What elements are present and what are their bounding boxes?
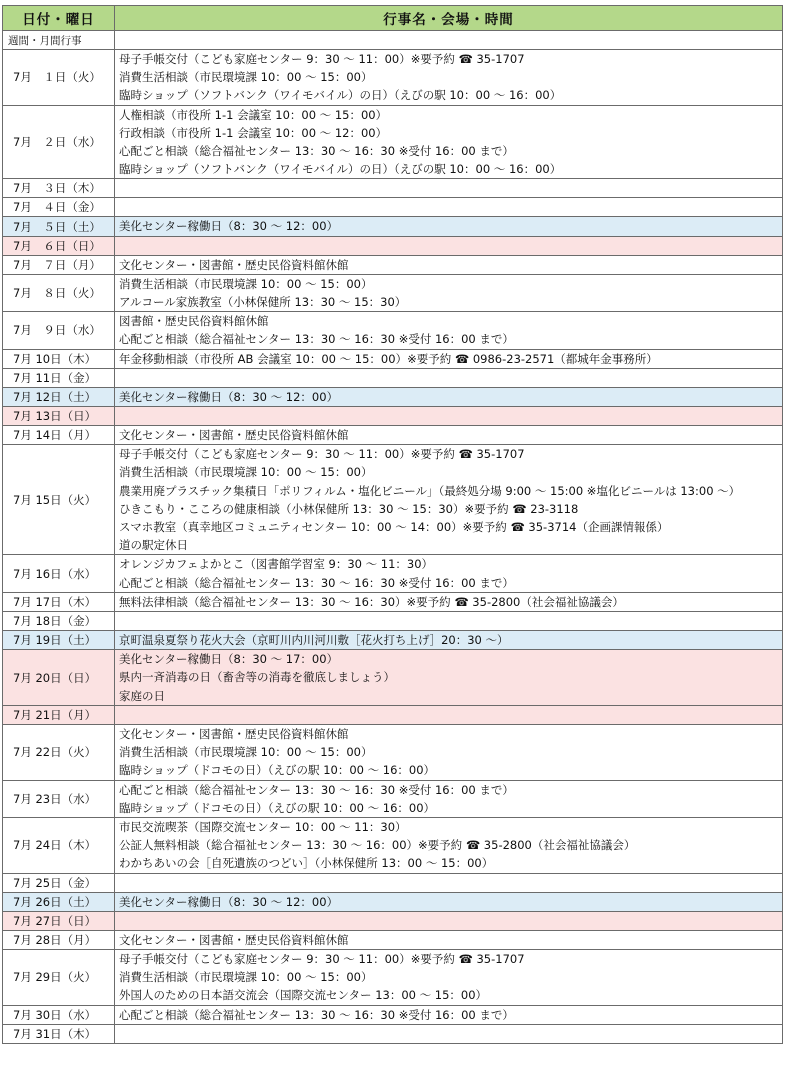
date-cell: 7月 12日（土） — [3, 387, 115, 406]
date-cell: 7月 22日（火） — [3, 724, 115, 780]
date-cell: 7月 １日（火） — [3, 50, 115, 106]
event-item: 臨時ショップ（ソフトバンク（ワイモバイル）の日）（えびの駅 10：00 ～ 16：00） — [119, 88, 562, 103]
date-cell: 7月 18日（金） — [3, 612, 115, 631]
event-item: 消費生活相談（市民環境課 10：00 ～ 15：00） — [119, 745, 373, 760]
table-row — [3, 892, 783, 911]
events-cell — [115, 426, 783, 445]
table-row — [3, 255, 783, 274]
table-row — [3, 312, 783, 349]
table-row — [3, 426, 783, 445]
event-item: 心配ごと相談（総合福祉センター 13：30 ～ 16：30 ※受付 16：00 まで） — [119, 782, 514, 797]
event-item: アルコール家族教室（小林保健所 13：30 ～ 15：30） — [119, 295, 407, 310]
event-item: 文化センター・図書館・歴史民俗資料館休館 — [119, 428, 349, 443]
date-cell: 7月 24日（木） — [3, 817, 115, 873]
table-row — [3, 780, 783, 817]
table-row — [3, 873, 783, 892]
table-row — [3, 236, 783, 255]
date-cell: 7月 21日（月） — [3, 705, 115, 724]
events-cell — [115, 612, 783, 631]
event-item: 文化センター・図書館・歴史民俗資料館休館 — [119, 726, 349, 741]
events-cell — [115, 817, 783, 873]
event-item: 心配ごと相談（総合福祉センター 13：30 ～ 16：30 ※受付 16：00 まで） — [119, 1007, 514, 1022]
event-item: 心配ごと相談（総合福祉センター 13：30 ～ 16：30 ※受付 16：00 まで） — [119, 332, 514, 347]
event-item: 公証人無料相談（総合福祉センター 13：30 ～ 16：00）※要予約 ☎ 35-2800（社会福祉協議会） — [119, 838, 636, 853]
date-cell: 7月 20日（日） — [3, 650, 115, 706]
event-item: 心配ごと相談（総合福祉センター 13：30 ～ 16：30 ※受付 16：00 まで） — [119, 575, 514, 590]
event-item: ひきこもり・こころの健康相談（小林保健所 13：30 ～ 15：30）※要予約 ☎ 23-3118 — [119, 501, 579, 516]
date-cell: 7月 ５日（土） — [3, 217, 115, 236]
event-item: 外国人のための日本語交流会（国際交流センター 13：00 ～ 15：00） — [119, 988, 488, 1003]
event-item: 臨時ショップ（ドコモの日）（えびの駅 10：00 ～ 16：00） — [119, 800, 436, 815]
date-column-header: 日付・曜日 — [3, 6, 115, 31]
events-cell — [115, 349, 783, 368]
date-cell: 7月 30日（水） — [3, 1005, 115, 1024]
table-row — [3, 631, 783, 650]
events-cell — [115, 105, 783, 179]
events-cell — [115, 179, 783, 198]
date-cell: 7月 29日（火） — [3, 949, 115, 1005]
event-item: オレンジカフェよかとこ（図書館学習室 9：30 ～ 11：30） — [119, 557, 434, 572]
date-cell: 7月 ３日（木） — [3, 179, 115, 198]
event-item: 美化センター稼働日（8：30 ～ 12：00） — [119, 389, 339, 404]
table-row — [3, 612, 783, 631]
events-column-header: 行事名・会場・時間 — [115, 6, 783, 31]
events-cell — [115, 873, 783, 892]
weekly-events-row — [3, 31, 783, 50]
table-row — [3, 930, 783, 949]
event-item: 消費生活相談（市民環境課 10：00 ～ 15：00） — [119, 276, 373, 291]
event-item: 農業用廃プラスチック集積日「ポリフィルム・塩化ビニール」（最終処分場 9:00 ～ 15:00 ※塩化ビニールは 13:00 ～） — [119, 483, 741, 498]
date-cell: 7月 17日（木） — [3, 592, 115, 611]
event-item: 京町温泉夏祭り花火大会（京町川内川河川敷［花火打ち上げ］20：30 ～） — [119, 633, 509, 648]
event-item: 美化センター稼働日（8：30 ～ 17：00） — [119, 652, 339, 667]
event-item: 年金移動相談（市役所 AB 会議室 10：00 ～ 15：00）※要予約 ☎ 0986-23-2571（都城年金事務所） — [119, 351, 658, 366]
date-cell: 7月 ７日（月） — [3, 255, 115, 274]
events-cell — [115, 930, 783, 949]
events-cell — [115, 198, 783, 217]
weekly-events-cell — [115, 31, 783, 50]
event-item: わかちあいの会［自死遺族のつどい］（小林保健所 13：00 ～ 15：00） — [119, 856, 494, 871]
events-cell — [115, 50, 783, 106]
table-row — [3, 555, 783, 592]
event-item: 母子手帳交付（こども家庭センター 9：30 ～ 11：00）※要予約 ☎ 35-1707 — [119, 447, 525, 462]
date-cell: 7月 15日（火） — [3, 445, 115, 555]
events-cell — [115, 705, 783, 724]
date-cell: 7月 19日（土） — [3, 631, 115, 650]
date-cell: 7月 16日（水） — [3, 555, 115, 592]
table-row — [3, 50, 783, 106]
table-row — [3, 1005, 783, 1024]
events-cell — [115, 631, 783, 650]
events-cell — [115, 407, 783, 426]
events-cell — [115, 780, 783, 817]
event-item: 臨時ショップ（ソフトバンク（ワイモバイル）の日）（えびの駅 10：00 ～ 16：00） — [119, 162, 562, 177]
events-cell — [115, 911, 783, 930]
event-calendar-table — [2, 5, 783, 1044]
event-item: 文化センター・図書館・歴史民俗資料館休館 — [119, 932, 349, 947]
event-item: 心配ごと相談（総合福祉センター 13：30 ～ 16：30 ※受付 16：00 まで） — [119, 144, 514, 159]
table-row — [3, 817, 783, 873]
events-cell — [115, 274, 783, 311]
table-row — [3, 949, 783, 1005]
table-row — [3, 592, 783, 611]
date-cell: 7月 23日（水） — [3, 780, 115, 817]
table-row — [3, 349, 783, 368]
table-row — [3, 445, 783, 555]
events-cell — [115, 255, 783, 274]
event-item: 図書館・歴史民俗資料館休館 — [119, 314, 269, 329]
table-row — [3, 368, 783, 387]
date-cell: 7月 27日（日） — [3, 911, 115, 930]
table-row — [3, 650, 783, 706]
table-row — [3, 105, 783, 179]
event-item: 臨時ショップ（ドコモの日）（えびの駅 10：00 ～ 16：00） — [119, 763, 436, 778]
date-cell: 7月 28日（月） — [3, 930, 115, 949]
date-cell: 7月 ６日（日） — [3, 236, 115, 255]
events-cell — [115, 217, 783, 236]
event-item: 家庭の日 — [119, 688, 165, 703]
event-item: 市民交流喫茶（国際交流センター 10：00 ～ 11：30） — [119, 819, 407, 834]
event-item: スマホ教室（真幸地区コミュニティセンター 10：00 ～ 14：00）※要予約 ☎ 35-3714（企画課情報係） — [119, 520, 669, 535]
date-cell: 7月 31日（木） — [3, 1024, 115, 1043]
date-cell: 7月 10日（木） — [3, 349, 115, 368]
events-cell — [115, 312, 783, 349]
events-cell — [115, 1024, 783, 1043]
events-cell — [115, 892, 783, 911]
event-item: 消費生活相談（市民環境課 10：00 ～ 15：00） — [119, 465, 373, 480]
event-item: 美化センター稼働日（8：30 ～ 12：00） — [119, 219, 339, 234]
table-header-row — [3, 6, 783, 31]
date-cell: 7月 26日（土） — [3, 892, 115, 911]
event-item: 消費生活相談（市民環境課 10：00 ～ 15：00） — [119, 970, 373, 985]
table-body — [3, 31, 783, 1044]
date-cell: 7月 ９日（水） — [3, 312, 115, 349]
event-item: 行政相談（市役所 1-1 会議室 10：00 ～ 12：00） — [119, 125, 388, 140]
table-row — [3, 217, 783, 236]
events-cell — [115, 445, 783, 555]
weekly-events-label: 週間・月間行事 — [3, 31, 115, 50]
events-cell — [115, 592, 783, 611]
date-cell: 7月 25日（金） — [3, 873, 115, 892]
event-item: 消費生活相談（市民環境課 10：00 ～ 15：00） — [119, 70, 373, 85]
table-row — [3, 1024, 783, 1043]
event-item: 無料法律相談（総合福祉センター 13：30 ～ 16：30）※要予約 ☎ 35-2800（社会福祉協議会） — [119, 594, 624, 609]
table-row — [3, 724, 783, 780]
table-row — [3, 705, 783, 724]
events-cell — [115, 368, 783, 387]
table-row — [3, 179, 783, 198]
events-cell — [115, 650, 783, 706]
date-cell: 7月 13日（日） — [3, 407, 115, 426]
events-cell — [115, 387, 783, 406]
events-cell — [115, 949, 783, 1005]
table-row — [3, 198, 783, 217]
events-cell — [115, 724, 783, 780]
date-cell: 7月 ２日（水） — [3, 105, 115, 179]
table-row — [3, 407, 783, 426]
date-cell: 7月 14日（月） — [3, 426, 115, 445]
event-item: 県内一斉消毒の日（畜舎等の消毒を徹底しましょう） — [119, 670, 395, 685]
table-row — [3, 387, 783, 406]
event-item: 人権相談（市役所 1-1 会議室 10：00 ～ 15：00） — [119, 107, 388, 122]
date-cell: 7月 ８日（火） — [3, 274, 115, 311]
event-item: 母子手帳交付（こども家庭センター 9：30 ～ 11：00）※要予約 ☎ 35-1707 — [119, 951, 525, 966]
events-cell — [115, 555, 783, 592]
event-item: 文化センター・図書館・歴史民俗資料館休館 — [119, 257, 349, 272]
table-row — [3, 274, 783, 311]
date-cell: 7月 ４日（金） — [3, 198, 115, 217]
table-row — [3, 911, 783, 930]
events-cell — [115, 1005, 783, 1024]
date-cell: 7月 11日（金） — [3, 368, 115, 387]
events-cell — [115, 236, 783, 255]
event-item: 道の駅定休日 — [119, 538, 188, 553]
event-item: 美化センター稼働日（8：30 ～ 12：00） — [119, 894, 339, 909]
event-item: 母子手帳交付（こども家庭センター 9：30 ～ 11：00）※要予約 ☎ 35-1707 — [119, 52, 525, 66]
